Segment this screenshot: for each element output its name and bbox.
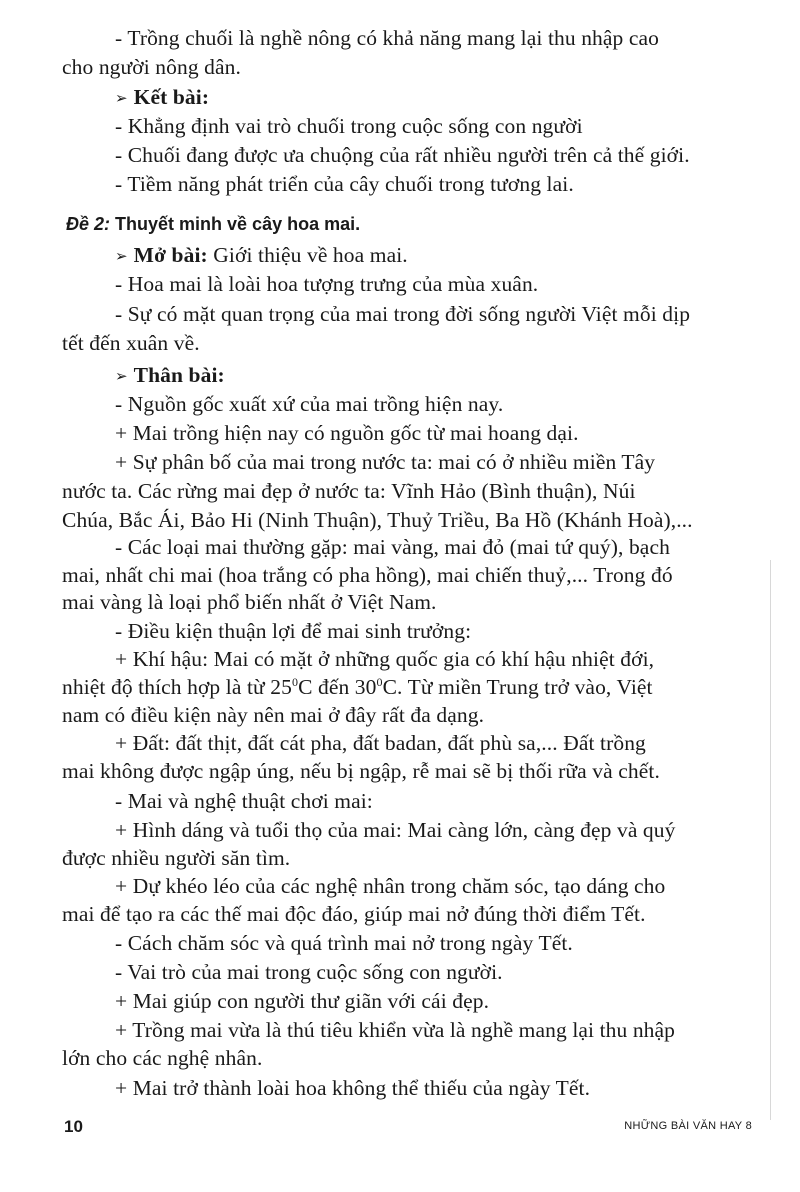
text-line: nhiệt độ thích hợp là từ $25^0C$ đến $30^0C$. Từ miền Trung trở vào, Việt (62, 674, 653, 699)
text-line: + Hình dáng và tuổi thọ của mai: Mai càng lớn, càng đẹp và quý (115, 818, 676, 842)
text-line: lớn cho các nghệ nhân. (62, 1046, 263, 1070)
text-line: - Sự có mặt quan trọng của mai trong đời sống người Việt mỗi dịp (115, 302, 691, 326)
section-heading-than-bai: ➢ Thân bài: (0, 361, 800, 391)
text-line: - Cách chăm sóc và quá trình mai nở trong ngày Tết. (115, 931, 573, 955)
scan-artifact-line (770, 560, 771, 1120)
text-line: - Tiềm năng phát triển của cây chuối trong tương lai. (115, 172, 574, 196)
text-line: cho người nông dân. (62, 55, 241, 79)
page-number: 10 (64, 1117, 83, 1136)
arrow-bullet-icon: ➢ (115, 247, 128, 265)
text-line: mai để tạo ra các thế mai độc đáo, giúp mai nở đúng thời điểm Tết. (62, 902, 646, 926)
text-line: - Khẳng định vai trò chuối trong cuộc sống con người (115, 114, 583, 138)
arrow-bullet-icon: ➢ (115, 367, 128, 385)
text-line: Chúa, Bắc Ái, Bảo Hi (Ninh Thuận), Thuỷ Triều, Ba Hồ (Khánh Hoà),... (62, 508, 693, 532)
text-line: + Khí hậu: Mai có mặt ở những quốc gia có khí hậu nhiệt đới, (115, 647, 655, 671)
text-line: nam có điều kiện này nên mai ở đây rất đa dạng. (62, 703, 485, 727)
text-line: + Đất: đất thịt, đất cát pha, đất badan, đất phù sa,... Đất trồng (115, 731, 646, 755)
text-line: mai vàng là loại phổ biến nhất ở Việt Nam. (62, 590, 437, 614)
text-line: - Nguồn gốc xuất xứ của mai trồng hiện nay. (115, 392, 504, 416)
text-line: - Hoa mai là loài hoa tượng trưng của mùa xuân. (115, 272, 539, 296)
text-line: được nhiều người săn tìm. (62, 846, 291, 870)
text-line: + Sự phân bố của mai trong nước ta: mai có ở nhiều miền Tây (115, 450, 656, 474)
text-line: - Vai trò của mai trong cuộc sống con người. (115, 960, 503, 984)
arrow-bullet-icon: ➢ (115, 89, 128, 107)
text-line: - Trồng chuối là nghề nông có khả năng mang lại thu nhập cao (115, 26, 659, 50)
book-title: NHỮNG BÀI VĂN HAY 8 (624, 1120, 752, 1132)
topic-heading: Đề 2: Thuyết minh về cây hoa mai. (66, 214, 361, 234)
text-line: + Mai trở thành loài hoa không thể thiếu của ngày Tết. (115, 1076, 591, 1100)
text-line: + Dự khéo léo của các nghệ nhân trong chăm sóc, tạo dáng cho (115, 874, 666, 898)
section-heading-mo-bai: ➢ Mở bài: Giới thiệu về hoa mai. (0, 241, 800, 271)
text-line: + Trồng mai vừa là thú tiêu khiển vừa là nghề mang lại thu nhập (115, 1018, 676, 1042)
text-line: tết đến xuân về. (62, 331, 200, 355)
text-line: mai không được ngập úng, nếu bị ngập, rễ mai sẽ bị thối rữa và chết. (62, 759, 660, 783)
text-line: + Mai trồng hiện nay có nguồn gốc từ mai hoang dại. (115, 421, 579, 445)
text-line: - Mai và nghệ thuật chơi mai: (115, 789, 373, 813)
section-heading-ket-bai: ➢ Kết bài: (0, 83, 800, 113)
text-line: - Các loại mai thường gặp: mai vàng, mai đỏ (mai tứ quý), bạch (115, 535, 670, 559)
text-line: - Điều kiện thuận lợi để mai sinh trưởng: (115, 619, 472, 643)
text-line: + Mai giúp con người thư giãn với cái đẹp. (115, 989, 490, 1013)
text-line: - Chuối đang được ưa chuộng của rất nhiều người trên cả thế giới. (115, 143, 690, 167)
text-line: nước ta. Các rừng mai đẹp ở nước ta: Vĩnh Hảo (Bình thuận), Núi (62, 479, 636, 503)
text-line: mai, nhất chi mai (hoa trắng có pha hồng), mai chiến thuỷ,... Trong đó (62, 563, 673, 587)
